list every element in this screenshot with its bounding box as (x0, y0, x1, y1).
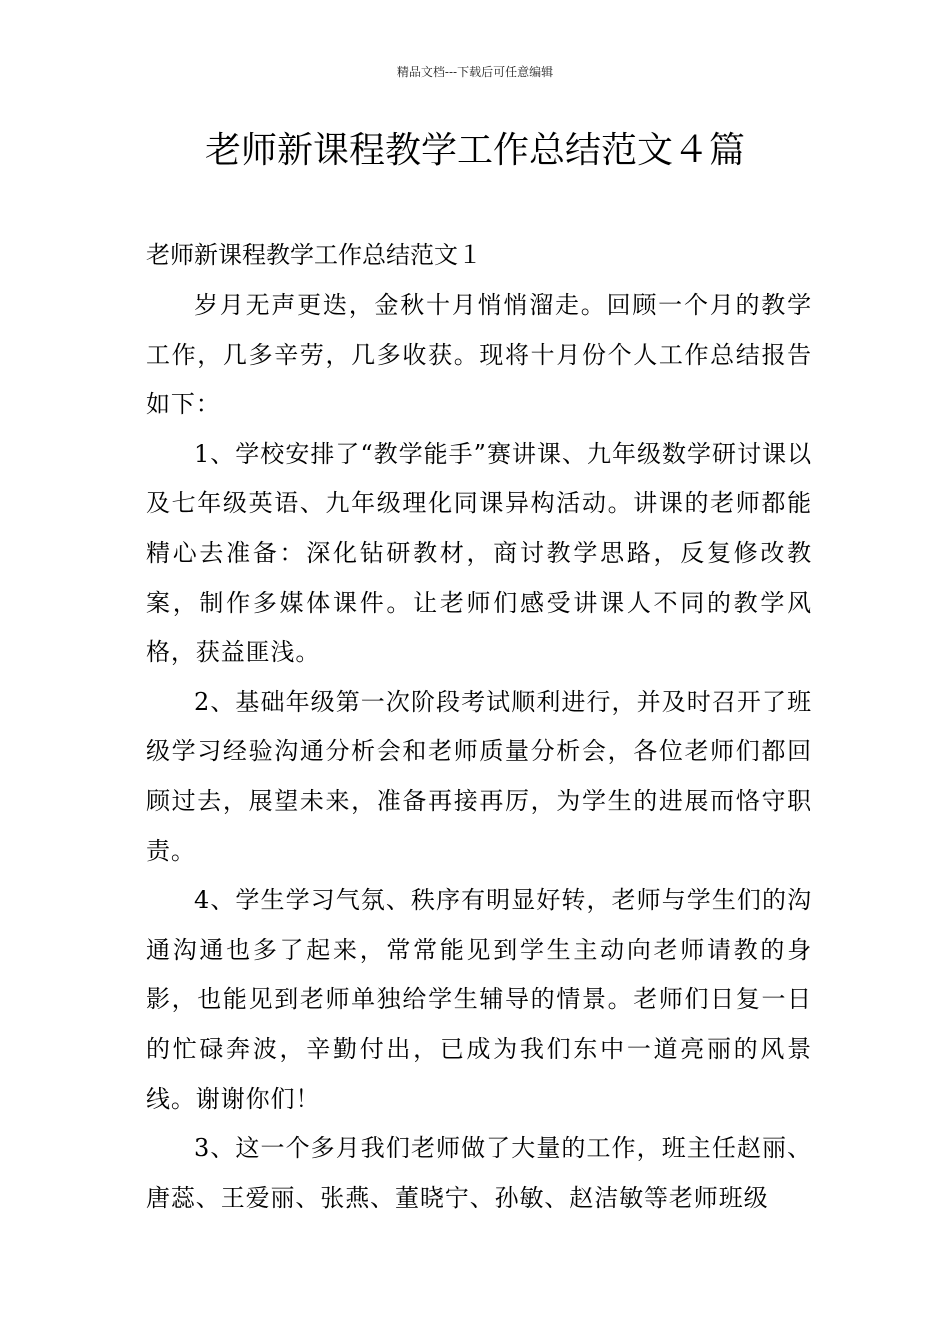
section-heading: 老师新课程教学工作总结范文１ (146, 241, 482, 269)
paragraph-item-3: 3、这一个多月我们老师做了大量的工作，班主任赵丽、唐蕊、王爱丽、张燕、董晓宁、孙敏、赵洁敏等老师班级 (146, 1134, 812, 1212)
document-title: 老师新课程教学工作总结范文４篇 (204, 130, 745, 171)
paragraph-item-4: 4、学生学习气氛、秩序有明显好转，老师与学生们的沟通沟通也多了起来，常常能见到学生主动向老师请教的身影，也能见到老师单独给学生辅导的情景。老师们日复一日的忙碌奔波，辛勤付出，已成为我们东中一道亮丽的风景线。谢谢你们！ (146, 886, 812, 1113)
header-note: 精品文档---下载后可任意编辑 (396, 65, 554, 79)
paragraph-item-1: 1、学校安排了“教学能手”赛讲课、九年级数学研讨课以及七年级英语、九年级理化同课异构活动。讲课的老师都能精心去准备：深化钻研教材，商讨教学思路，反复修改教案，制作多媒体课件。让老师们感受讲课人不同的教学风格，获益匪浅。 (146, 439, 812, 667)
paragraph-item-2: 2、基础年级第一次阶段考试顺利进行，并及时召开了班级学习经验沟通分析会和老师质量分析会，各位老师们都回顾过去，展望未来，准备再接再厉，为学生的进展而恪守职责。 (146, 687, 812, 865)
document-body (146, 232, 812, 1223)
paragraph-intro: 岁月无声更迭，金秋十月悄悄溜走。回顾一个月的教学工作，几多辛劳，几多收获。现将十月份个人工作总结报告如下： (146, 291, 812, 419)
